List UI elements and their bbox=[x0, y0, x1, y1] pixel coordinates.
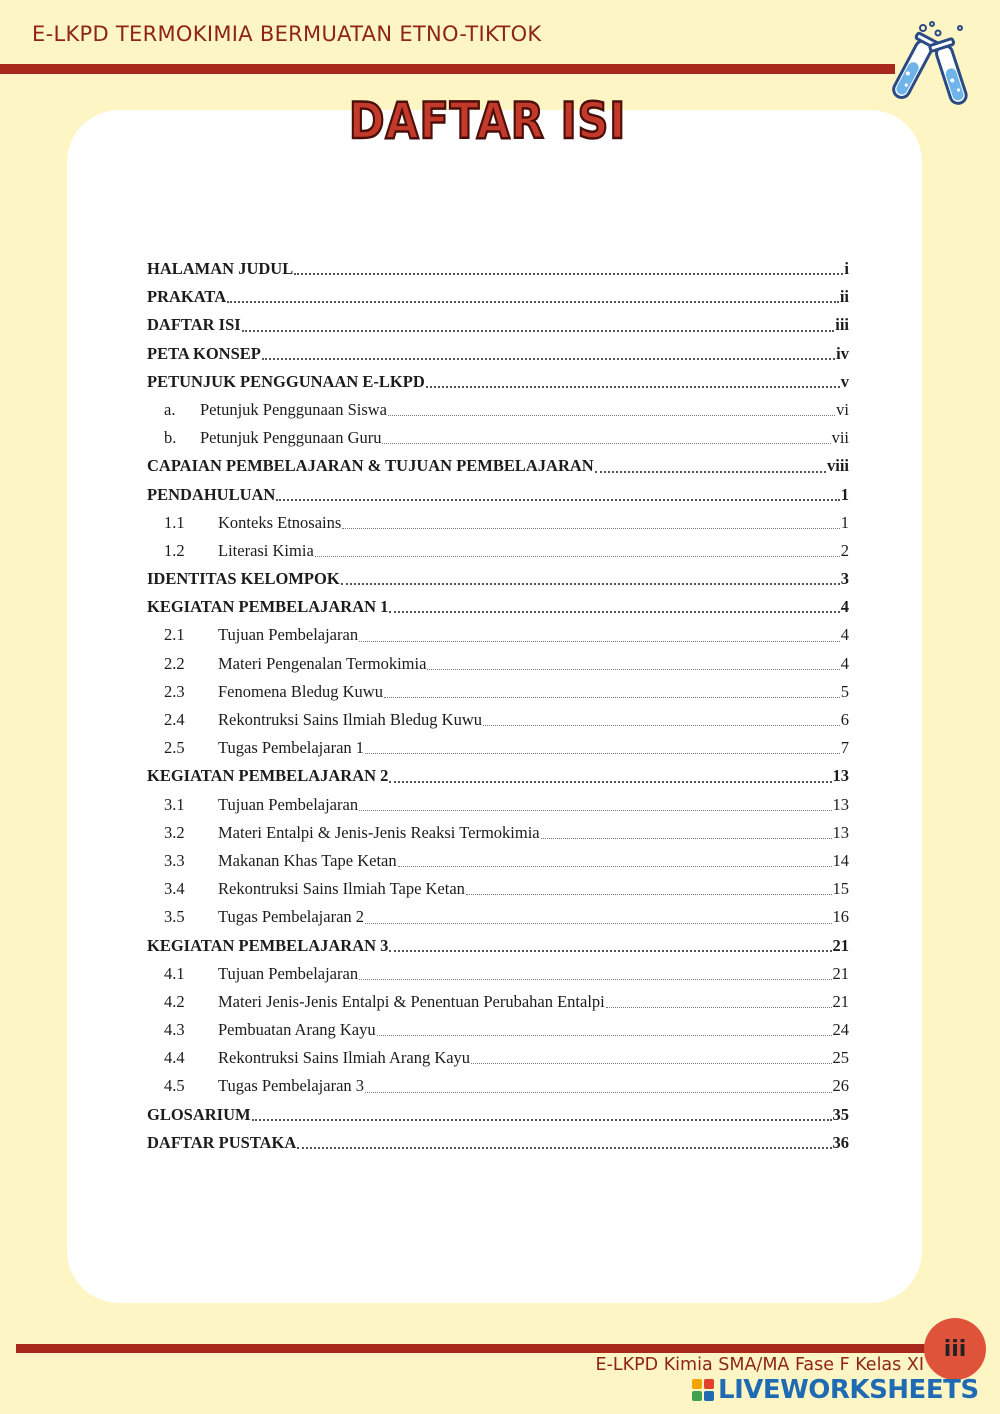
toc-dot-leader bbox=[276, 499, 839, 501]
toc-entry-label: Fenomena Bledug Kuwu bbox=[218, 681, 383, 701]
toc-entry-number: 2.3 bbox=[164, 681, 185, 701]
toc-entry-page: 6 bbox=[840, 710, 849, 729]
toc-entry-label: Tugas Pembelajaran 3 bbox=[218, 1076, 365, 1096]
toc-entry-sub[interactable] bbox=[147, 903, 849, 931]
toc-entry-sub[interactable] bbox=[147, 650, 849, 678]
toc-dot-leader bbox=[365, 1092, 831, 1093]
toc-entry-label: Tujuan Pembelajaran bbox=[218, 625, 359, 645]
footer-text: E-LKPD Kimia SMA/MA Fase F Kelas XI bbox=[595, 1355, 924, 1375]
toc-entry-label: Rekontruksi Sains Ilmiah Tape Ketan bbox=[218, 879, 465, 899]
toc-entry-label: PETUNJUK PENGGUNAAN E-LKPD bbox=[147, 371, 425, 391]
toc-entry-number: 4.2 bbox=[164, 991, 185, 1011]
toc-entry-page: 4 bbox=[840, 625, 849, 645]
page-title: DAFTAR ISI bbox=[348, 92, 627, 150]
toc-entry-sub[interactable] bbox=[147, 734, 849, 762]
toc-dot-leader bbox=[294, 273, 843, 275]
toc-entry-label: PRAKATA bbox=[147, 287, 227, 307]
toc-entry-label: Tujuan Pembelajaran bbox=[218, 794, 359, 814]
toc-entry-page: 15 bbox=[832, 879, 849, 899]
toc-entry-number: 2.1 bbox=[164, 625, 185, 645]
toc-entry-label: PENDAHULUAN bbox=[147, 484, 276, 504]
toc-entry-page: 21 bbox=[832, 963, 849, 983]
toc-entry-page: 2 bbox=[840, 540, 849, 560]
toc-dot-leader bbox=[365, 753, 840, 754]
toc-entry-page: 13 bbox=[832, 822, 849, 842]
toc-entry-number: 3.1 bbox=[164, 794, 185, 814]
toc-entry-sub[interactable] bbox=[147, 621, 849, 649]
toc-dot-leader bbox=[389, 950, 831, 952]
toc-entry-page: 16 bbox=[832, 907, 849, 927]
toc-entry-number: 2.2 bbox=[164, 653, 185, 673]
toc-entry-label: Materi Pengenalan Termokimia bbox=[218, 653, 427, 673]
toc-entry-page: ii bbox=[839, 287, 849, 307]
toc-entry-label: Literasi Kimia bbox=[218, 540, 314, 560]
toc-entry-page: v bbox=[840, 371, 849, 391]
toc-entry-page: 1 bbox=[840, 512, 849, 532]
toc-entry-number: 2.4 bbox=[164, 710, 185, 729]
toc-entry-sub[interactable] bbox=[147, 509, 849, 537]
toc-dot-leader bbox=[382, 443, 830, 444]
toc-dot-leader bbox=[341, 583, 840, 585]
toc-entry-label: Tugas Pembelajaran 2 bbox=[218, 907, 365, 927]
header-title: E-LKPD TERMOKIMIA BERMUATAN ETNO-TIKTOK bbox=[32, 22, 542, 46]
toc-entry-label: DAFTAR ISI bbox=[147, 315, 241, 335]
toc-entry-sub[interactable] bbox=[147, 1072, 849, 1100]
liveworksheets-logo-icon bbox=[692, 1379, 714, 1401]
toc-entry-main[interactable] bbox=[147, 255, 849, 283]
toc-entry-page: 13 bbox=[832, 794, 849, 814]
toc-entry-number: 1.2 bbox=[164, 540, 185, 560]
toc-dot-leader bbox=[377, 1035, 832, 1036]
toc-entry-label: Materi Jenis-Jenis Entalpi & Penentuan Perubahan Entalpi bbox=[218, 991, 605, 1011]
toc-entry-page: i bbox=[844, 259, 849, 278]
toc-entry-label: GLOSARIUM bbox=[147, 1104, 251, 1124]
liveworksheets-wordmark: LIVEWORKSHEETS bbox=[718, 1375, 979, 1405]
toc-entry-page: 35 bbox=[832, 1104, 849, 1124]
toc-entry-label: Tujuan Pembelajaran bbox=[218, 963, 359, 983]
toc-entry-page: 21 bbox=[832, 991, 849, 1011]
toc-entry-label: Rekontruksi Sains Ilmiah Arang Kayu bbox=[218, 1048, 471, 1068]
toc-entry-main[interactable] bbox=[147, 368, 849, 396]
toc-entry-main[interactable] bbox=[147, 340, 849, 368]
toc-entry-main[interactable] bbox=[147, 565, 849, 593]
toc-entry-page: iii bbox=[835, 315, 849, 335]
toc-dot-leader bbox=[359, 979, 831, 980]
toc-entry-page: viii bbox=[826, 456, 849, 476]
toc-entry-number: 2.5 bbox=[164, 738, 185, 758]
toc-entry-label: CAPAIAN PEMBELAJARAN & TUJUAN PEMBELAJARAN bbox=[147, 456, 594, 476]
toc-entry-number: 3.4 bbox=[164, 879, 185, 899]
toc-entry-page: iv bbox=[836, 343, 849, 363]
toc-entry-number: 4.5 bbox=[164, 1076, 185, 1096]
toc-entry-label: KEGIATAN PEMBELAJARAN 1 bbox=[147, 597, 389, 617]
toc-entry-sub[interactable] bbox=[147, 988, 849, 1016]
toc-dot-leader bbox=[297, 1147, 831, 1149]
toc-entry-label: DAFTAR PUSTAKA bbox=[147, 1132, 297, 1152]
toc-entry-page: 7 bbox=[840, 738, 849, 758]
toc-entry-main[interactable] bbox=[147, 1129, 849, 1157]
toc-entry-number: 4.3 bbox=[164, 1020, 185, 1040]
toc-dot-leader bbox=[483, 725, 840, 726]
toc-entry-label: KEGIATAN PEMBELAJARAN 3 bbox=[147, 935, 389, 955]
toc-entry-sub[interactable] bbox=[147, 678, 849, 706]
toc-dot-leader bbox=[315, 556, 840, 557]
toc-dot-leader bbox=[389, 611, 839, 613]
toc-entry-page: 13 bbox=[832, 766, 849, 786]
toc-entry-sub[interactable] bbox=[147, 706, 849, 734]
toc-dot-leader bbox=[252, 1119, 832, 1121]
toc-entry-page: 14 bbox=[832, 850, 849, 870]
toc-dot-leader bbox=[365, 923, 831, 924]
table-of-contents bbox=[147, 255, 849, 1157]
toc-entry-page: 24 bbox=[832, 1020, 849, 1040]
toc-entry-sub[interactable] bbox=[147, 960, 849, 988]
toc-dot-leader bbox=[388, 415, 835, 416]
toc-dot-leader bbox=[242, 330, 835, 332]
toc-entry-sub[interactable] bbox=[147, 1016, 849, 1044]
toc-entry-label: Tugas Pembelajaran 1 bbox=[218, 738, 365, 758]
header-divider bbox=[0, 64, 895, 74]
toc-entry-page: 5 bbox=[840, 681, 849, 701]
toc-entry-main[interactable] bbox=[147, 311, 849, 339]
page-number-badge: iii bbox=[924, 1318, 986, 1380]
toc-entry-number: b. bbox=[164, 428, 177, 448]
toc-entry-main[interactable] bbox=[147, 593, 849, 621]
toc-entry-label: Petunjuk Penggunaan Siswa bbox=[200, 399, 387, 419]
toc-dot-leader bbox=[384, 697, 840, 698]
toc-entry-page: 25 bbox=[832, 1048, 849, 1068]
toc-entry-sub[interactable] bbox=[147, 424, 849, 452]
toc-dot-leader bbox=[426, 386, 840, 388]
toc-entry-page: 1 bbox=[840, 484, 849, 504]
toc-dot-leader bbox=[389, 781, 831, 783]
toc-entry-label: PETA KONSEP bbox=[147, 343, 261, 363]
toc-entry-main[interactable] bbox=[147, 762, 849, 790]
toc-dot-leader bbox=[262, 358, 835, 360]
footer-divider bbox=[16, 1344, 928, 1353]
toc-entry-number: 3.5 bbox=[164, 907, 185, 927]
toc-entry-label: Makanan Khas Tape Ketan bbox=[218, 850, 397, 870]
toc-dot-leader bbox=[359, 641, 840, 642]
toc-entry-page: vii bbox=[831, 428, 849, 448]
toc-entry-main[interactable] bbox=[147, 932, 849, 960]
toc-dot-leader bbox=[359, 810, 831, 811]
toc-entry-main[interactable] bbox=[147, 481, 849, 509]
toc-dot-leader bbox=[427, 669, 839, 670]
toc-entry-sub[interactable] bbox=[147, 819, 849, 847]
toc-entry-number: 3.2 bbox=[164, 822, 185, 842]
toc-entry-label: Pembuatan Arang Kayu bbox=[218, 1020, 376, 1040]
toc-dot-leader bbox=[541, 838, 832, 839]
toc-entry-label: Konteks Etnosains bbox=[218, 512, 342, 532]
toc-entry-page: 21 bbox=[832, 935, 849, 955]
toc-entry-label: Rekontruksi Sains Ilmiah Bledug Kuwu bbox=[218, 710, 482, 729]
toc-entry-sub[interactable] bbox=[147, 791, 849, 819]
toc-entry-page: 4 bbox=[840, 653, 849, 673]
toc-dot-leader bbox=[398, 866, 832, 867]
toc-entry-label: Materi Entalpi & Jenis-Jenis Reaksi Termokimia bbox=[218, 822, 540, 842]
toc-entry-sub[interactable] bbox=[147, 875, 849, 903]
toc-dot-leader bbox=[471, 1063, 831, 1064]
toc-dot-leader bbox=[466, 894, 832, 895]
toc-entry-number: 4.4 bbox=[164, 1048, 185, 1068]
toc-entry-sub[interactable] bbox=[147, 1044, 849, 1072]
toc-entry-label: HALAMAN JUDUL bbox=[147, 259, 294, 278]
toc-entry-page: 26 bbox=[832, 1076, 849, 1096]
toc-entry-label: Petunjuk Penggunaan Guru bbox=[200, 428, 382, 448]
toc-entry-label: KEGIATAN PEMBELAJARAN 2 bbox=[147, 766, 389, 786]
toc-entry-number: 3.3 bbox=[164, 850, 185, 870]
toc-entry-number: a. bbox=[164, 399, 176, 419]
toc-entry-main[interactable] bbox=[147, 452, 849, 480]
toc-entry-sub[interactable] bbox=[147, 847, 849, 875]
toc-entry-sub[interactable] bbox=[147, 537, 849, 565]
toc-entry-page: 36 bbox=[832, 1132, 849, 1152]
toc-entry-page: 4 bbox=[840, 597, 849, 617]
toc-dot-leader bbox=[342, 528, 839, 529]
toc-dot-leader bbox=[227, 301, 839, 303]
toc-entry-page: 3 bbox=[840, 569, 849, 589]
toc-entry-page: vi bbox=[836, 399, 849, 419]
toc-entry-main[interactable] bbox=[147, 1101, 849, 1129]
toc-entry-sub[interactable] bbox=[147, 396, 849, 424]
toc-entry-main[interactable] bbox=[147, 283, 849, 311]
toc-dot-leader bbox=[595, 471, 826, 473]
toc-entry-label: IDENTITAS KELOMPOK bbox=[147, 569, 340, 589]
toc-dot-leader bbox=[606, 1007, 832, 1008]
toc-entry-number: 1.1 bbox=[164, 512, 185, 532]
toc-entry-number: 4.1 bbox=[164, 963, 185, 983]
liveworksheets-brand[interactable] bbox=[692, 1377, 979, 1403]
